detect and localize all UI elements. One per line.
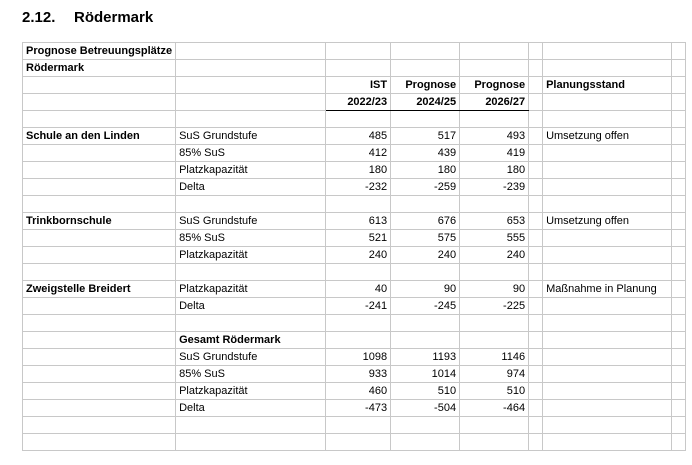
empty-cell bbox=[672, 417, 686, 434]
empty-cell bbox=[672, 298, 686, 315]
empty-cell bbox=[460, 196, 529, 213]
empty-cell bbox=[672, 264, 686, 281]
column-header-ist: IST bbox=[326, 77, 391, 94]
empty-cell bbox=[326, 60, 391, 77]
table-row bbox=[23, 366, 686, 383]
spacer-row bbox=[23, 111, 686, 128]
value-cell: 485 bbox=[326, 128, 391, 145]
table-row bbox=[23, 247, 686, 264]
value-cell: 653 bbox=[460, 213, 529, 230]
value-cell: 240 bbox=[326, 247, 391, 264]
row-label: SuS Grundstufe bbox=[176, 128, 326, 145]
empty-cell bbox=[391, 332, 460, 349]
empty-cell bbox=[23, 94, 176, 111]
empty-cell bbox=[672, 383, 686, 400]
row-label: Platzkapazität bbox=[176, 162, 326, 179]
empty-cell bbox=[391, 60, 460, 77]
empty-cell bbox=[391, 43, 460, 60]
empty-cell bbox=[529, 315, 543, 332]
value-cell: 90 bbox=[391, 281, 460, 298]
empty-cell bbox=[543, 111, 672, 128]
value-cell: -464 bbox=[460, 400, 529, 417]
empty-cell bbox=[543, 417, 672, 434]
row-label: Platzkapazität bbox=[176, 247, 326, 264]
table-row bbox=[23, 281, 686, 298]
empty-cell bbox=[23, 417, 176, 434]
row-label: Platzkapazität bbox=[176, 383, 326, 400]
empty-cell bbox=[529, 417, 543, 434]
empty-cell bbox=[672, 315, 686, 332]
empty-cell bbox=[672, 111, 686, 128]
empty-cell bbox=[23, 264, 176, 281]
empty-cell bbox=[326, 264, 391, 281]
empty-cell bbox=[326, 315, 391, 332]
table-row bbox=[23, 179, 686, 196]
empty-cell bbox=[529, 196, 543, 213]
empty-cell bbox=[391, 315, 460, 332]
empty-cell bbox=[543, 383, 672, 400]
value-cell: 240 bbox=[391, 247, 460, 264]
empty-cell bbox=[23, 111, 176, 128]
row-label: Delta bbox=[176, 179, 326, 196]
school-name: Schule an den Linden bbox=[23, 128, 176, 145]
value-cell: -504 bbox=[391, 400, 460, 417]
empty-cell bbox=[529, 366, 543, 383]
value-cell: 460 bbox=[326, 383, 391, 400]
value-cell: -239 bbox=[460, 179, 529, 196]
empty-cell bbox=[23, 349, 176, 366]
empty-cell bbox=[672, 179, 686, 196]
empty-cell bbox=[543, 196, 672, 213]
empty-cell bbox=[672, 145, 686, 162]
empty-cell bbox=[672, 281, 686, 298]
total-title-row bbox=[23, 332, 686, 349]
value-cell: 439 bbox=[391, 145, 460, 162]
empty-cell bbox=[23, 366, 176, 383]
value-cell: 933 bbox=[326, 366, 391, 383]
empty-cell bbox=[672, 196, 686, 213]
value-cell: 40 bbox=[326, 281, 391, 298]
row-label: SuS Grundstufe bbox=[176, 349, 326, 366]
empty-cell bbox=[672, 349, 686, 366]
empty-cell bbox=[23, 332, 176, 349]
empty-cell bbox=[543, 349, 672, 366]
row-label: SuS Grundstufe bbox=[176, 213, 326, 230]
section-heading bbox=[22, 9, 153, 26]
value-cell: 180 bbox=[460, 162, 529, 179]
empty-cell bbox=[543, 247, 672, 264]
empty-cell bbox=[529, 94, 543, 111]
empty-cell bbox=[529, 179, 543, 196]
forecast-table bbox=[22, 42, 686, 451]
empty-cell bbox=[672, 434, 686, 451]
empty-cell bbox=[529, 434, 543, 451]
empty-cell bbox=[672, 230, 686, 247]
empty-cell bbox=[543, 298, 672, 315]
row-label: Delta bbox=[176, 298, 326, 315]
empty-cell bbox=[529, 298, 543, 315]
empty-cell bbox=[176, 43, 326, 60]
row-label: 85% SuS bbox=[176, 366, 326, 383]
school-name: Trinkbornschule bbox=[23, 213, 176, 230]
spacer-row bbox=[23, 264, 686, 281]
empty-cell bbox=[326, 43, 391, 60]
table-row bbox=[23, 383, 686, 400]
empty-cell bbox=[529, 128, 543, 145]
empty-cell bbox=[529, 349, 543, 366]
planning-status: Umsetzung offen bbox=[543, 128, 672, 145]
empty-cell bbox=[23, 247, 176, 264]
value-cell: -245 bbox=[391, 298, 460, 315]
empty-cell bbox=[529, 247, 543, 264]
row-label: Delta bbox=[176, 400, 326, 417]
value-cell: 676 bbox=[391, 213, 460, 230]
empty-cell bbox=[176, 111, 326, 128]
empty-cell bbox=[176, 94, 326, 111]
header-row bbox=[23, 94, 686, 111]
empty-cell bbox=[460, 264, 529, 281]
empty-cell bbox=[391, 417, 460, 434]
empty-cell bbox=[460, 417, 529, 434]
value-cell: -241 bbox=[326, 298, 391, 315]
empty-cell bbox=[543, 434, 672, 451]
empty-cell bbox=[460, 315, 529, 332]
value-cell: 555 bbox=[460, 230, 529, 247]
empty-cell bbox=[176, 196, 326, 213]
table-caption-location: Rödermark bbox=[23, 60, 176, 77]
row-label: 85% SuS bbox=[176, 230, 326, 247]
empty-cell bbox=[176, 434, 326, 451]
table-row bbox=[23, 349, 686, 366]
empty-cell bbox=[543, 230, 672, 247]
empty-cell bbox=[529, 383, 543, 400]
empty-cell bbox=[672, 60, 686, 77]
empty-cell bbox=[391, 264, 460, 281]
empty-cell bbox=[543, 400, 672, 417]
empty-cell bbox=[23, 162, 176, 179]
empty-cell bbox=[176, 315, 326, 332]
value-cell: -259 bbox=[391, 179, 460, 196]
empty-cell bbox=[460, 434, 529, 451]
value-cell: 1193 bbox=[391, 349, 460, 366]
value-cell: 510 bbox=[391, 383, 460, 400]
value-cell: 493 bbox=[460, 128, 529, 145]
spacer-row bbox=[23, 434, 686, 451]
table-row bbox=[23, 400, 686, 417]
value-cell: 180 bbox=[326, 162, 391, 179]
forecast-table-body bbox=[23, 43, 686, 451]
total-title: Gesamt Rödermark bbox=[176, 332, 326, 349]
caption-row bbox=[23, 43, 686, 60]
value-cell: 613 bbox=[326, 213, 391, 230]
empty-cell bbox=[176, 417, 326, 434]
empty-cell bbox=[672, 332, 686, 349]
empty-cell bbox=[23, 179, 176, 196]
empty-cell bbox=[326, 434, 391, 451]
empty-cell bbox=[529, 213, 543, 230]
empty-cell bbox=[529, 230, 543, 247]
value-cell: 575 bbox=[391, 230, 460, 247]
empty-cell bbox=[543, 315, 672, 332]
empty-cell bbox=[543, 162, 672, 179]
empty-cell bbox=[529, 400, 543, 417]
table-row bbox=[23, 213, 686, 230]
column-header-year-prognose-1: 2024/25 bbox=[391, 94, 460, 111]
empty-cell bbox=[543, 94, 672, 111]
empty-cell bbox=[176, 60, 326, 77]
column-header-year-prognose-2: 2026/27 bbox=[460, 94, 529, 111]
header-row bbox=[23, 77, 686, 94]
empty-cell bbox=[543, 332, 672, 349]
column-header-prognose-2: Prognose bbox=[460, 77, 529, 94]
column-header-planungsstand: Planungsstand bbox=[543, 77, 672, 94]
table-row bbox=[23, 298, 686, 315]
empty-cell bbox=[176, 77, 326, 94]
value-cell: 90 bbox=[460, 281, 529, 298]
planning-status: Umsetzung offen bbox=[543, 213, 672, 230]
value-cell: 1014 bbox=[391, 366, 460, 383]
empty-cell bbox=[543, 179, 672, 196]
empty-cell bbox=[23, 230, 176, 247]
empty-cell bbox=[23, 383, 176, 400]
empty-cell bbox=[326, 417, 391, 434]
value-cell: 180 bbox=[391, 162, 460, 179]
empty-cell bbox=[529, 77, 543, 94]
empty-cell bbox=[391, 111, 460, 128]
empty-cell bbox=[460, 111, 529, 128]
empty-cell bbox=[529, 145, 543, 162]
planning-status: Maßnahme in Planung bbox=[543, 281, 672, 298]
spacer-row bbox=[23, 417, 686, 434]
empty-cell bbox=[543, 60, 672, 77]
row-label: Platzkapazität bbox=[176, 281, 326, 298]
empty-cell bbox=[672, 77, 686, 94]
empty-cell bbox=[672, 94, 686, 111]
empty-cell bbox=[460, 332, 529, 349]
empty-cell bbox=[326, 111, 391, 128]
section-number: 2.12. bbox=[22, 9, 56, 26]
value-cell: -225 bbox=[460, 298, 529, 315]
column-header-prognose-1: Prognose bbox=[391, 77, 460, 94]
table-row bbox=[23, 162, 686, 179]
empty-cell bbox=[672, 247, 686, 264]
empty-cell bbox=[529, 60, 543, 77]
value-cell: 1146 bbox=[460, 349, 529, 366]
table-row bbox=[23, 128, 686, 145]
empty-cell bbox=[23, 315, 176, 332]
value-cell: 974 bbox=[460, 366, 529, 383]
empty-cell bbox=[672, 400, 686, 417]
value-cell: 412 bbox=[326, 145, 391, 162]
empty-cell bbox=[460, 43, 529, 60]
value-cell: 419 bbox=[460, 145, 529, 162]
empty-cell bbox=[23, 77, 176, 94]
empty-cell bbox=[529, 281, 543, 298]
table-caption: Prognose Betreuungsplätze bbox=[23, 43, 176, 60]
value-cell: -232 bbox=[326, 179, 391, 196]
school-name: Zweigstelle Breidert bbox=[23, 281, 176, 298]
empty-cell bbox=[672, 366, 686, 383]
empty-cell bbox=[529, 332, 543, 349]
empty-cell bbox=[23, 298, 176, 315]
empty-cell bbox=[543, 145, 672, 162]
section-title: Rödermark bbox=[74, 9, 154, 26]
empty-cell bbox=[326, 196, 391, 213]
spacer-row bbox=[23, 196, 686, 213]
value-cell: -473 bbox=[326, 400, 391, 417]
empty-cell bbox=[672, 43, 686, 60]
empty-cell bbox=[529, 43, 543, 60]
empty-cell bbox=[529, 162, 543, 179]
empty-cell bbox=[391, 196, 460, 213]
caption-row bbox=[23, 60, 686, 77]
empty-cell bbox=[672, 162, 686, 179]
empty-cell bbox=[391, 434, 460, 451]
empty-cell bbox=[176, 264, 326, 281]
empty-cell bbox=[672, 128, 686, 145]
empty-cell bbox=[672, 213, 686, 230]
spacer-row bbox=[23, 315, 686, 332]
empty-cell bbox=[529, 111, 543, 128]
value-cell: 1098 bbox=[326, 349, 391, 366]
table-row bbox=[23, 145, 686, 162]
row-label: 85% SuS bbox=[176, 145, 326, 162]
table-row bbox=[23, 230, 686, 247]
empty-cell bbox=[529, 264, 543, 281]
value-cell: 510 bbox=[460, 383, 529, 400]
empty-cell bbox=[543, 366, 672, 383]
empty-cell bbox=[23, 145, 176, 162]
empty-cell bbox=[23, 400, 176, 417]
column-header-year-ist: 2022/23 bbox=[326, 94, 391, 111]
empty-cell bbox=[460, 60, 529, 77]
value-cell: 240 bbox=[460, 247, 529, 264]
empty-cell bbox=[326, 332, 391, 349]
empty-cell bbox=[23, 434, 176, 451]
empty-cell bbox=[543, 43, 672, 60]
empty-cell bbox=[543, 264, 672, 281]
empty-cell bbox=[23, 196, 176, 213]
value-cell: 517 bbox=[391, 128, 460, 145]
value-cell: 521 bbox=[326, 230, 391, 247]
